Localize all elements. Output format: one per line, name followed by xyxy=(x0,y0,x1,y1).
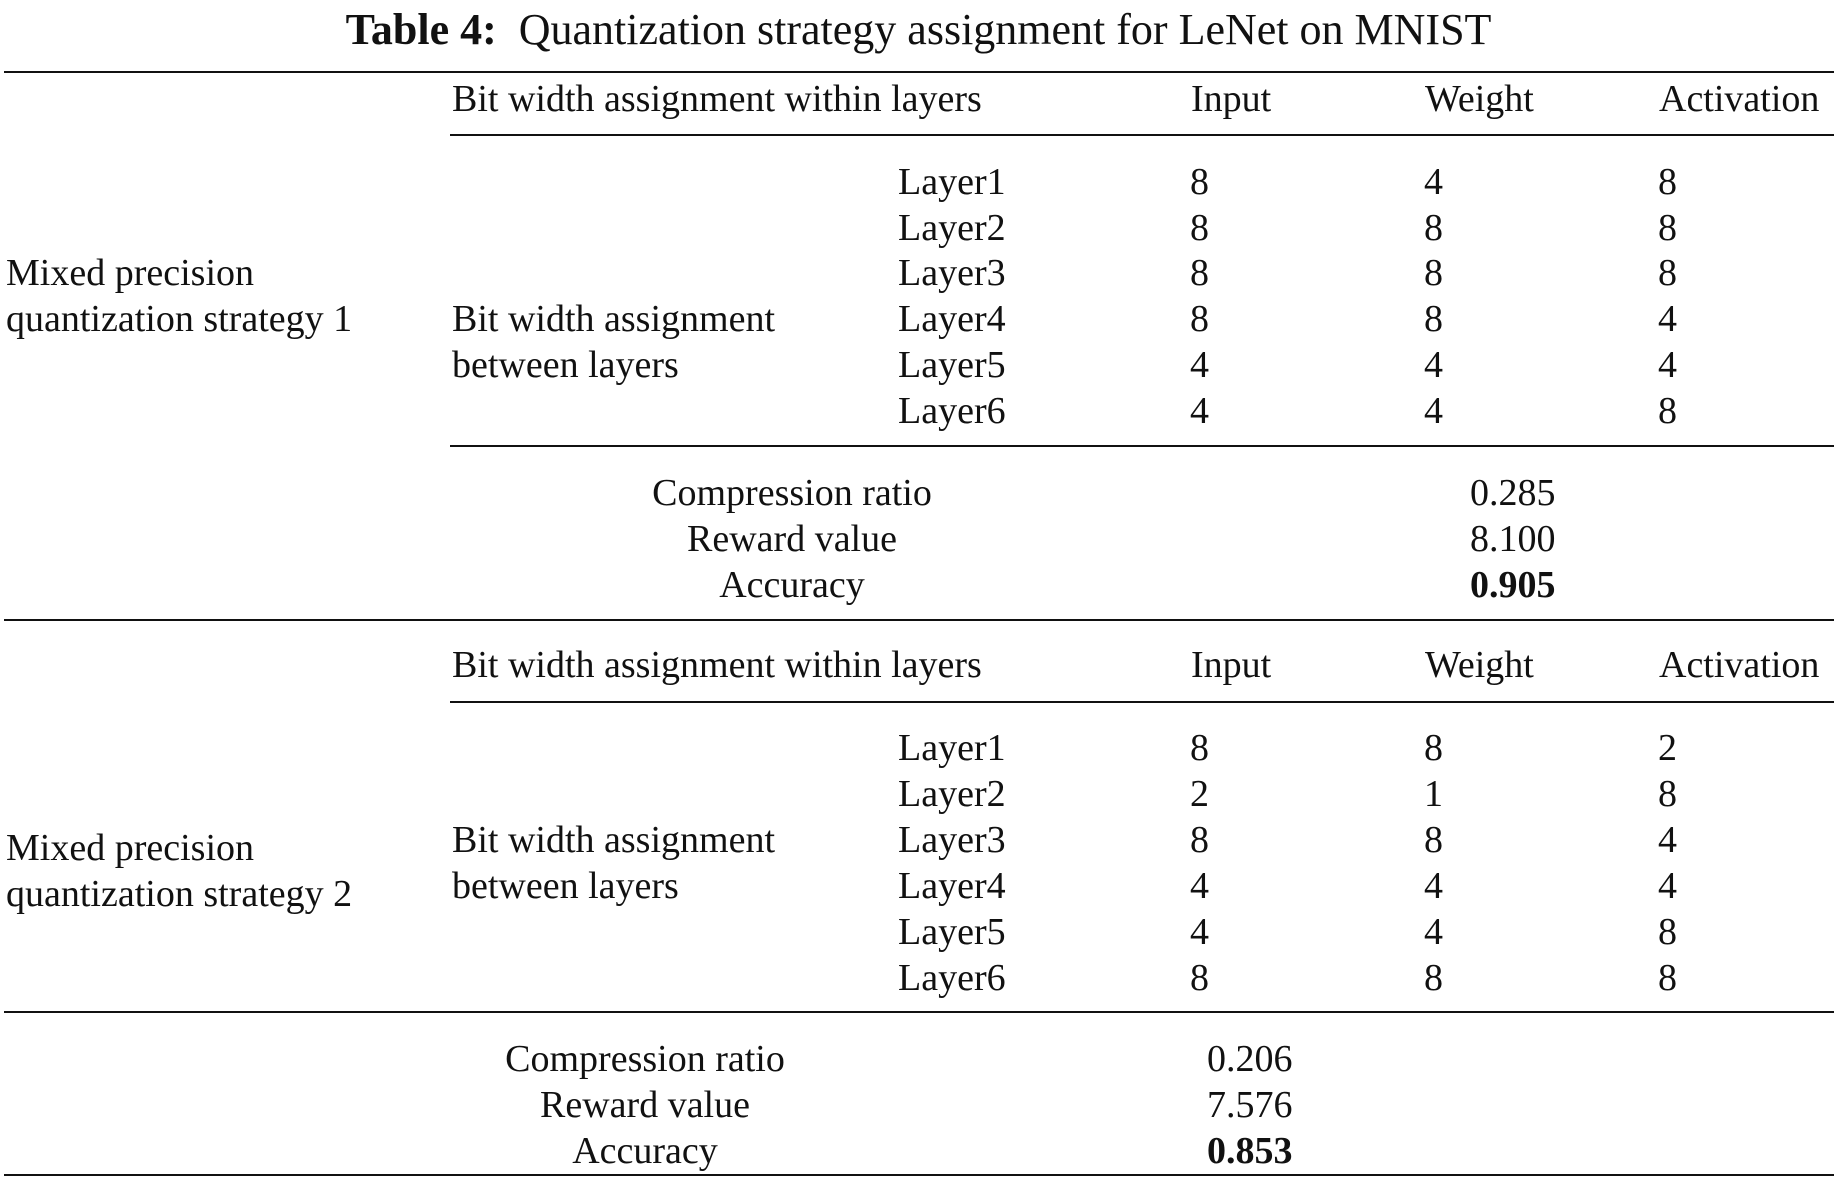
layer-weight: 4 xyxy=(1424,161,1443,203)
layer-activation: 8 xyxy=(1658,957,1677,999)
layer-input: 8 xyxy=(1190,298,1209,340)
layer-label: Layer6 xyxy=(898,957,1006,999)
layer-label: Layer4 xyxy=(898,865,1006,907)
strategy-name-line2: quantization strategy 1 xyxy=(6,298,353,340)
layer-activation: 2 xyxy=(1658,727,1677,769)
reward-value-label: Reward value xyxy=(540,1084,750,1126)
between-layers-line2: between layers xyxy=(452,344,679,386)
layer-input: 8 xyxy=(1190,252,1209,294)
layer-weight: 8 xyxy=(1424,252,1443,294)
between-layers-line1: Bit width assignment xyxy=(452,298,775,340)
layer-activation: 4 xyxy=(1658,865,1677,907)
reward-value-value: 7.576 xyxy=(1207,1084,1293,1126)
strategy-name-line2: quantization strategy 2 xyxy=(6,873,353,915)
layer-label: Layer2 xyxy=(898,207,1006,249)
accuracy-value: 0.853 xyxy=(1207,1130,1293,1172)
header-activation: Activation xyxy=(1659,644,1820,686)
strategy-name-line1: Mixed precision xyxy=(6,827,255,869)
between-layers-line2: between layers xyxy=(452,865,679,907)
strategy-separator-rule xyxy=(4,619,1834,621)
layer-label: Layer2 xyxy=(898,773,1006,815)
header-rule xyxy=(450,134,1834,136)
reward-value-label: Reward value xyxy=(687,518,897,560)
layer-weight: 8 xyxy=(1424,819,1443,861)
compression-ratio-value: 0.206 xyxy=(1207,1038,1293,1080)
layer-label: Layer5 xyxy=(898,911,1006,953)
layer-label: Layer5 xyxy=(898,344,1006,386)
layer-input: 2 xyxy=(1190,773,1209,815)
layer-activation: 8 xyxy=(1658,161,1677,203)
layer-input: 4 xyxy=(1190,344,1209,386)
layer-activation: 8 xyxy=(1658,390,1677,432)
compression-ratio-value: 0.285 xyxy=(1470,472,1556,514)
layer-weight: 4 xyxy=(1424,390,1443,432)
table-caption-text: Quantization strategy assignment for LeNet on MNIST xyxy=(518,5,1492,54)
table-caption-label: Table 4: xyxy=(345,5,497,54)
reward-value-value: 8.100 xyxy=(1470,518,1556,560)
layer-input: 4 xyxy=(1190,865,1209,907)
header-input: Input xyxy=(1191,78,1272,120)
layer-activation: 8 xyxy=(1658,207,1677,249)
layer-label: Layer3 xyxy=(898,819,1006,861)
layer-activation: 8 xyxy=(1658,911,1677,953)
layer-weight: 8 xyxy=(1424,727,1443,769)
accuracy-value: 0.905 xyxy=(1470,564,1556,606)
layer-weight: 4 xyxy=(1424,911,1443,953)
layer-weight: 8 xyxy=(1424,298,1443,340)
layer-input: 8 xyxy=(1190,727,1209,769)
layer-weight: 1 xyxy=(1424,773,1443,815)
layer-activation: 8 xyxy=(1658,773,1677,815)
layer-label: Layer1 xyxy=(898,161,1006,203)
layer-weight: 4 xyxy=(1424,865,1443,907)
header-input: Input xyxy=(1191,644,1272,686)
layer-weight: 4 xyxy=(1424,344,1443,386)
layer-input: 8 xyxy=(1190,207,1209,249)
layer-label: Layer6 xyxy=(898,390,1006,432)
layer-input: 8 xyxy=(1190,819,1209,861)
layer-label: Layer4 xyxy=(898,298,1006,340)
header-rule xyxy=(450,701,1834,703)
layer-activation: 4 xyxy=(1658,344,1677,386)
compression-ratio-label: Compression ratio xyxy=(652,472,932,514)
header-weight: Weight xyxy=(1425,78,1534,120)
layer-activation: 8 xyxy=(1658,252,1677,294)
strategy-name-line1: Mixed precision xyxy=(6,252,255,294)
layer-input: 4 xyxy=(1190,911,1209,953)
layer-label: Layer1 xyxy=(898,727,1006,769)
layers-bottom-rule xyxy=(4,1011,1834,1013)
table-caption xyxy=(0,4,1837,55)
top-rule xyxy=(4,71,1834,73)
layer-label: Layer3 xyxy=(898,252,1006,294)
header-activation: Activation xyxy=(1659,78,1820,120)
layer-input: 4 xyxy=(1190,390,1209,432)
header-within-layers: Bit width assignment within layers xyxy=(452,644,982,686)
layer-activation: 4 xyxy=(1658,298,1677,340)
layer-weight: 8 xyxy=(1424,957,1443,999)
layer-activation: 4 xyxy=(1658,819,1677,861)
layer-weight: 8 xyxy=(1424,207,1443,249)
compression-ratio-label: Compression ratio xyxy=(505,1038,785,1080)
layer-input: 8 xyxy=(1190,161,1209,203)
header-within-layers: Bit width assignment within layers xyxy=(452,78,982,120)
layers-bottom-rule xyxy=(450,445,1834,447)
between-layers-line1: Bit width assignment xyxy=(452,819,775,861)
layer-input: 8 xyxy=(1190,957,1209,999)
accuracy-label: Accuracy xyxy=(572,1130,718,1172)
header-weight: Weight xyxy=(1425,644,1534,686)
bottom-rule xyxy=(4,1174,1834,1176)
accuracy-label: Accuracy xyxy=(719,564,865,606)
